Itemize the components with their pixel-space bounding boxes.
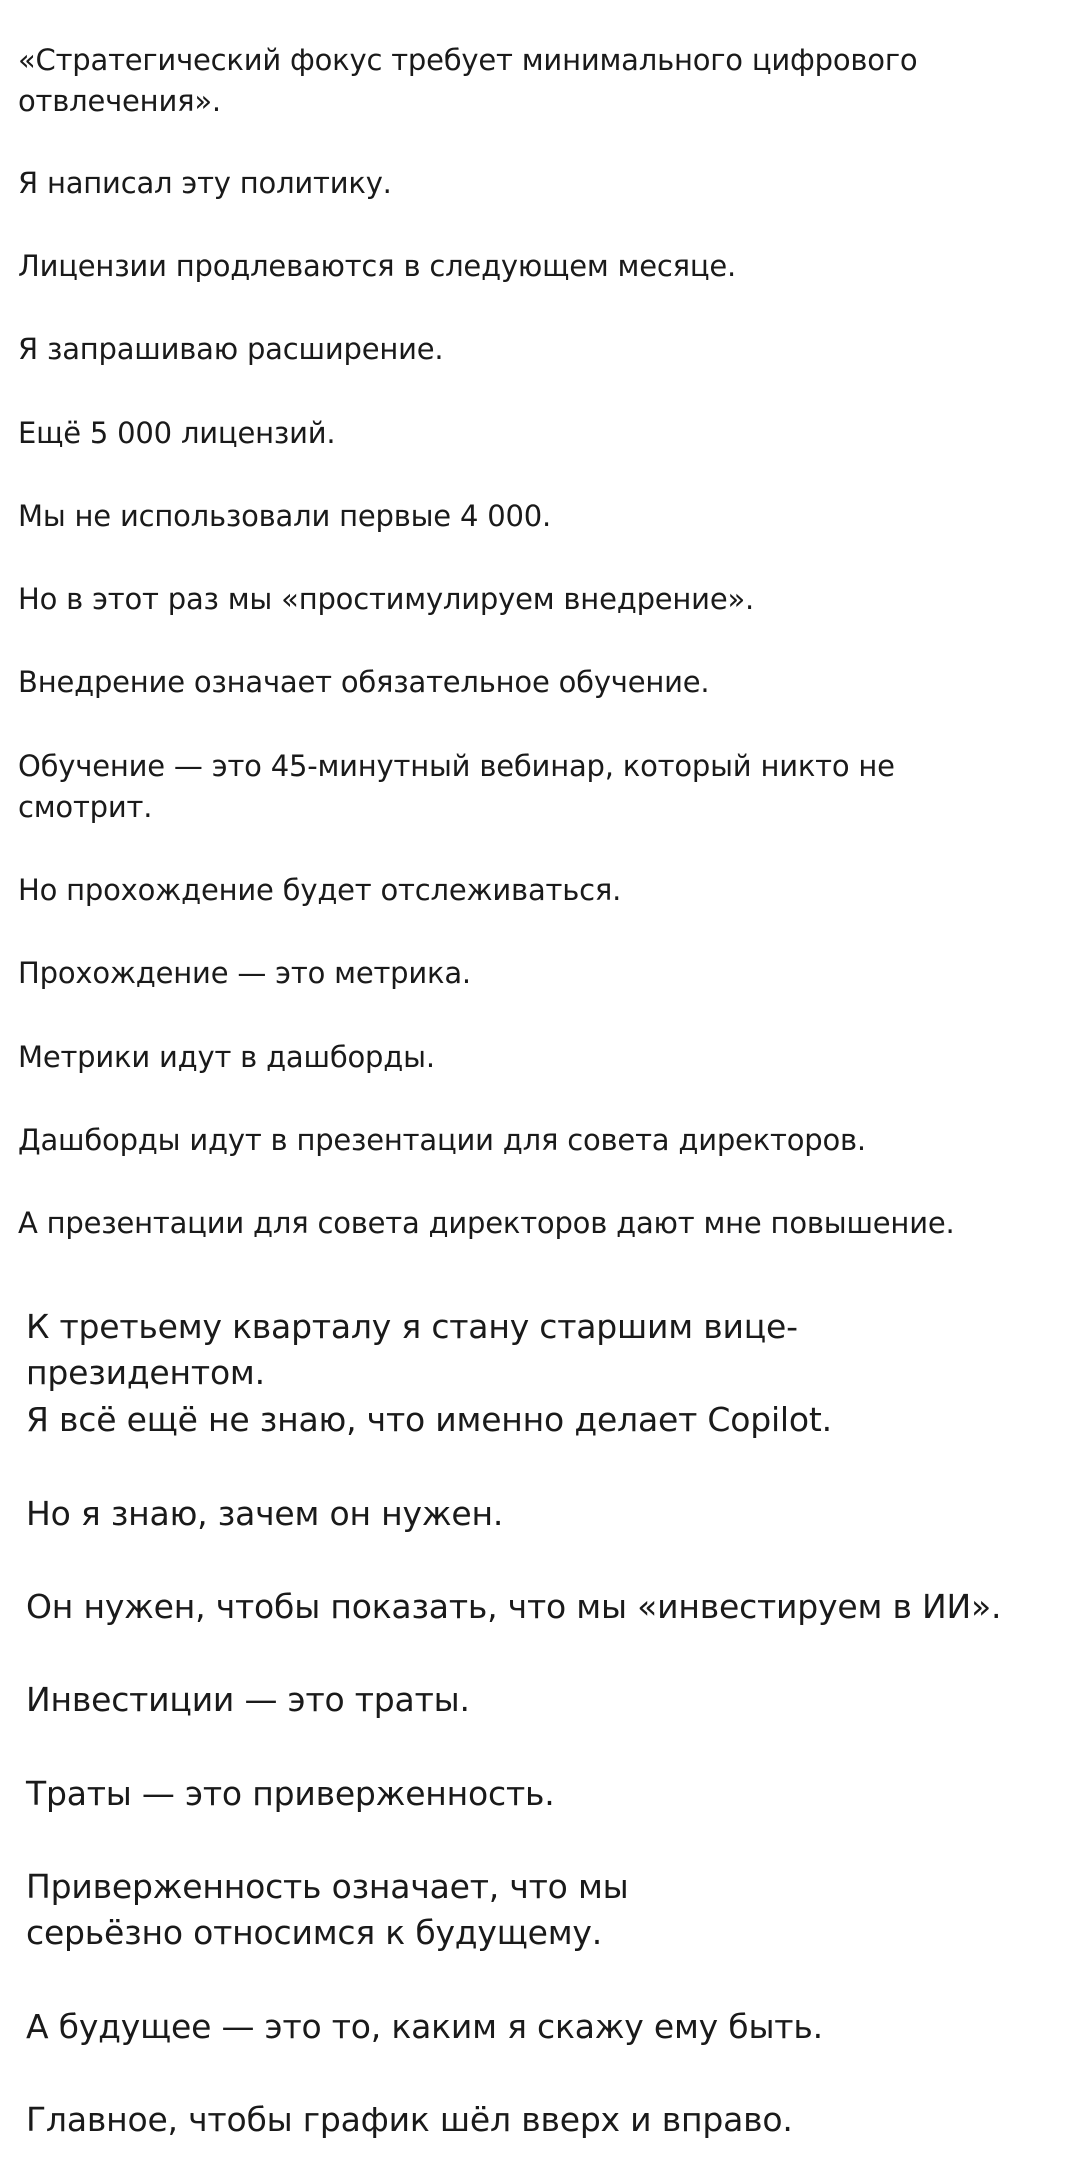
paragraph: А будущее — это то, каким я скажу ему быть. — [26, 2007, 823, 2046]
paragraph: Я запрашиваю расширение. — [18, 332, 444, 366]
paragraph: Ещё 5 000 лицензий. — [18, 416, 336, 450]
paragraph: Дашборды идут в презентации для совета директоров. — [18, 1123, 866, 1157]
paragraph: А презентации для совета директоров дают мне повышение. — [18, 1206, 955, 1240]
paragraph: Но прохождение будет отслеживаться. — [18, 873, 622, 907]
paragraph: Главное, чтобы график шёл вверх и вправо. — [26, 2100, 793, 2139]
paragraph: Но в этот раз мы «простимулируем внедрение». — [18, 582, 755, 616]
paragraph: Приверженность означает, что мы серьёзно относимся к будущему. — [26, 1867, 629, 1952]
paragraph: Но я знаю, зачем он нужен. — [26, 1494, 504, 1533]
paragraph: Мы не использовали первые 4 000. — [18, 499, 552, 533]
paragraph: К третьему кварталу я стану старшим вице-президентом. — [26, 1307, 798, 1392]
paragraph: Траты — это приверженность. — [26, 1774, 555, 1813]
paragraph: «Стратегический фокус требует минимального цифрового отвлечения». — [18, 43, 918, 118]
paragraph: Он нужен, чтобы показать, что мы «инвестируем в ИИ». — [26, 1587, 1002, 1626]
paragraph: Метрики идут в дашборды. — [18, 1040, 435, 1074]
paragraph: Прохождение — это метрика. — [18, 956, 471, 990]
paragraph: Внедрение означает обязательное обучение. — [18, 665, 710, 699]
paragraph: Обучение — это 45-минутный вебинар, который никто не смотрит. — [18, 749, 895, 824]
paragraph: Инвестиции — это траты. — [26, 1680, 470, 1719]
paragraph: Я всё ещё не знаю, что именно делает Copilot. — [26, 1400, 832, 1439]
paragraph: Я написал эту политику. — [18, 166, 392, 200]
paragraph: Лицензии продлеваются в следующем месяце. — [18, 249, 737, 283]
